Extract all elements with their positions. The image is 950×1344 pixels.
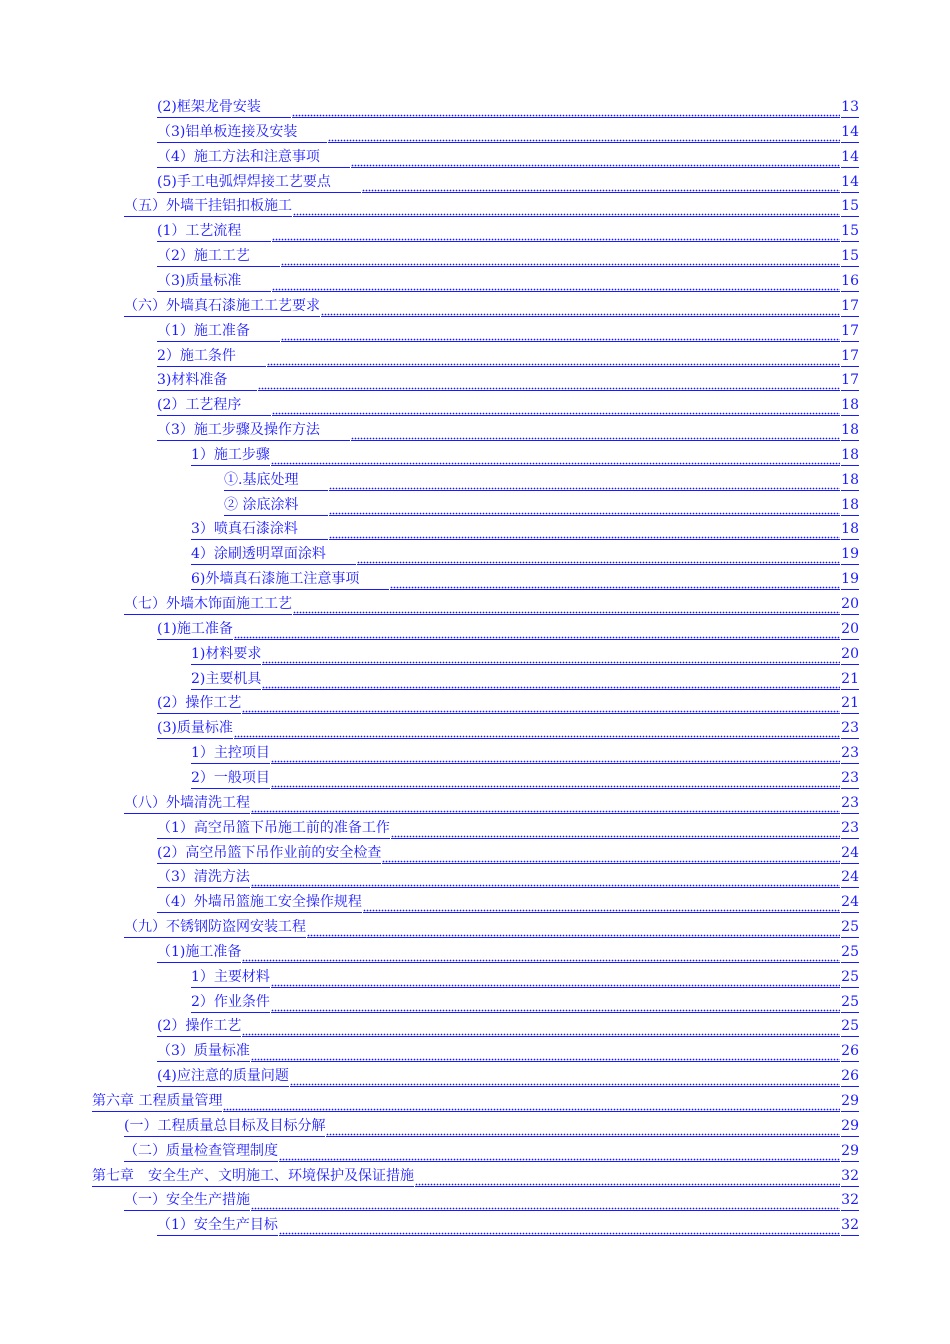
toc-entry-tab-gap	[261, 93, 291, 118]
toc-entry-label: (4)应注意的质量问题	[157, 1067, 289, 1087]
toc-entry[interactable]	[191, 541, 859, 565]
toc-page-number: 25	[841, 993, 859, 1013]
toc-dot-leader	[271, 459, 840, 466]
toc-entry-label: （1）安全生产目标	[157, 1216, 278, 1236]
toc-page-number: 19	[841, 570, 859, 590]
toc-dot-leader	[272, 235, 840, 242]
toc-entry[interactable]	[191, 566, 859, 590]
toc-entry-label: (3)质量标准	[157, 719, 233, 739]
toc-entry-label: (2）操作工艺	[157, 694, 241, 714]
toc-entry-label: 1）施工步骤	[191, 446, 270, 466]
toc-page-number: 29	[841, 1092, 859, 1112]
toc-entry[interactable]	[191, 765, 859, 789]
toc-page-number: 32	[841, 1191, 859, 1211]
toc-entry[interactable]	[224, 467, 859, 491]
toc-dot-leader	[329, 484, 840, 491]
toc-entry-label: （2）施工工艺	[157, 247, 250, 267]
toc-dot-leader	[272, 409, 840, 416]
toc-dot-leader	[279, 1155, 840, 1162]
toc-entry-tab-gap	[298, 491, 328, 516]
toc-dot-leader	[351, 434, 840, 441]
toc-entry[interactable]	[191, 989, 859, 1013]
toc-entry-label: (一）工程质量总目标及目标分解	[124, 1117, 325, 1137]
toc-entry[interactable]	[224, 492, 859, 516]
toc-dot-leader	[281, 260, 840, 267]
toc-page-number: 32	[841, 1167, 859, 1187]
toc-entry[interactable]	[191, 442, 859, 466]
toc-entry-tab-gap	[297, 118, 327, 143]
toc-entry-tab-gap	[250, 242, 280, 267]
toc-entry-label: （1）施工准备	[157, 322, 250, 342]
toc-dot-leader	[329, 533, 840, 540]
toc-entry-label: （九）不锈钢防盗网安装工程	[124, 918, 306, 938]
toc-dot-leader	[251, 1055, 840, 1062]
toc-entry[interactable]	[157, 94, 859, 118]
toc-page-number: 23	[841, 819, 859, 839]
toc-entry[interactable]	[124, 1187, 859, 1211]
toc-page-number: 18	[841, 446, 859, 466]
toc-dot-leader	[251, 1204, 840, 1211]
toc-page-number: 20	[841, 595, 859, 615]
toc-entry-label: （4）外墙吊篮施工安全操作规程	[157, 893, 362, 913]
toc-entry-label: 2）施工条件	[157, 347, 236, 367]
toc-page-number: 15	[841, 222, 859, 242]
toc-entry-label: 2）一般项目	[191, 769, 270, 789]
toc-page-number: 15	[841, 197, 859, 217]
toc-entry-label: 1)材料要求	[191, 645, 261, 665]
toc-entry[interactable]	[191, 516, 859, 540]
toc-entry-label: (2）工艺程序	[157, 396, 241, 416]
toc-page-number: 18	[841, 496, 859, 516]
toc-dot-leader	[271, 782, 840, 789]
toc-entry-tab-gap	[227, 366, 257, 391]
toc-dot-leader	[357, 558, 840, 565]
toc-entry-label: (2）高空吊篮下吊作业前的安全检查	[157, 844, 381, 864]
toc-dot-leader	[242, 956, 840, 963]
toc-entry-tab-gap	[359, 565, 389, 590]
toc-dot-leader	[328, 136, 840, 143]
toc-entry[interactable]	[157, 1013, 859, 1037]
toc-entry-label: （3)铝单板连接及安装	[157, 123, 297, 143]
toc-entry[interactable]	[124, 293, 859, 317]
toc-entry-label: （1)施工准备	[157, 943, 241, 963]
toc-dot-leader	[307, 931, 840, 938]
toc-dot-leader	[223, 1105, 840, 1112]
toc-dot-leader	[262, 658, 840, 665]
toc-entry-tab-gap	[331, 168, 361, 193]
toc-page-number: 16	[841, 272, 859, 292]
toc-page-number: 21	[841, 670, 859, 690]
toc-dot-leader	[363, 906, 840, 913]
toc-entry[interactable]	[157, 318, 859, 342]
toc-page-number: 20	[841, 645, 859, 665]
toc-entry-tab-gap	[298, 466, 328, 491]
toc-entry[interactable]	[157, 1212, 859, 1236]
toc-entry-tab-gap	[250, 317, 280, 342]
toc-page-number: 19	[841, 545, 859, 565]
toc-entry[interactable]	[157, 218, 859, 242]
toc-entry-label: （4）施工方法和注意事项	[157, 148, 320, 168]
toc-page-number: 24	[841, 844, 859, 864]
toc-entry-label: ①.基底处理	[224, 471, 298, 491]
toc-entry-label: 1）主控项目	[191, 744, 270, 764]
toc-entry[interactable]	[157, 690, 859, 714]
toc-entry-tab-gap	[241, 217, 271, 242]
toc-page-number: 21	[841, 694, 859, 714]
toc-dot-leader	[267, 360, 840, 367]
toc-entry-label: 4）涂刷透明罩面涂料	[191, 545, 326, 565]
toc-dot-leader	[321, 310, 840, 317]
toc-entry-tab-gap	[320, 416, 350, 441]
toc-dot-leader	[293, 210, 840, 217]
toc-dot-leader	[271, 1006, 840, 1013]
toc-entry[interactable]	[92, 1163, 859, 1187]
toc-dot-leader	[234, 633, 840, 640]
toc-entry-label: 3)材料准备	[157, 371, 227, 391]
toc-entry-label: 第七章 安全生产、文明施工、环境保护及保证措施	[92, 1167, 414, 1187]
toc-entry-label: 2)主要机具	[191, 670, 261, 690]
toc-entry[interactable]	[191, 666, 859, 690]
toc-entry-label: 第六章 工程质量管理	[92, 1092, 222, 1112]
toc-entry-label: 3）喷真石漆涂料	[191, 520, 298, 540]
toc-page-number: 14	[841, 148, 859, 168]
toc-entry-label: （1）高空吊篮下吊施工前的准备工作	[157, 819, 390, 839]
toc-entry-tab-gap	[326, 540, 356, 565]
toc-dot-leader	[242, 707, 840, 714]
toc-page-number: 18	[841, 520, 859, 540]
toc-page-number: 20	[841, 620, 859, 640]
toc-page-number: 26	[841, 1042, 859, 1062]
toc-dot-leader	[351, 161, 840, 168]
toc-entry[interactable]	[191, 964, 859, 988]
toc-entry-label: （3）清洗方法	[157, 868, 250, 888]
toc-entry[interactable]	[157, 1038, 859, 1062]
toc-page-number: 13	[841, 98, 859, 118]
toc-page-number: 29	[841, 1117, 859, 1137]
toc-entry[interactable]	[157, 119, 859, 143]
toc-page-number: 17	[841, 347, 859, 367]
toc-dot-leader	[281, 335, 840, 342]
toc-entry[interactable]	[157, 343, 859, 367]
toc-entry-label: （八）外墙清洗工程	[124, 794, 250, 814]
toc-entry-tab-gap	[236, 342, 266, 367]
toc-dot-leader	[234, 732, 840, 739]
toc-page-number: 14	[841, 123, 859, 143]
toc-entry[interactable]	[124, 1138, 859, 1162]
toc-page-number: 25	[841, 918, 859, 938]
toc-entry[interactable]	[157, 815, 859, 839]
toc-entry[interactable]	[157, 144, 859, 168]
toc-dot-leader	[262, 683, 840, 690]
toc-entry-label: ② 涂底涂料	[224, 496, 298, 516]
toc-entry[interactable]	[157, 243, 859, 267]
toc-page-number: 14	[841, 173, 859, 193]
toc-dot-leader	[415, 1180, 840, 1187]
toc-page-number: 17	[841, 371, 859, 391]
toc-dot-leader	[251, 881, 840, 888]
toc-entry-label: （五）外墙干挂铝扣板施工	[124, 197, 292, 217]
toc-entry-label: 2）作业条件	[191, 993, 270, 1013]
toc-page-number: 23	[841, 794, 859, 814]
toc-entry[interactable]	[92, 1088, 859, 1112]
toc-entry[interactable]	[157, 715, 859, 739]
toc-dot-leader	[251, 807, 840, 814]
toc-entry[interactable]	[157, 392, 859, 416]
toc-page-number: 25	[841, 943, 859, 963]
toc-entry-tab-gap	[320, 143, 350, 168]
toc-entry-label: (1）工艺流程	[157, 222, 241, 242]
toc-dot-leader	[258, 384, 840, 391]
toc-entry-label: 1）主要材料	[191, 968, 270, 988]
toc-dot-leader	[329, 509, 840, 516]
toc-entry-label: （一）安全生产措施	[124, 1191, 250, 1211]
toc-entry[interactable]	[157, 268, 859, 292]
toc-entry[interactable]	[157, 367, 859, 391]
toc-page-number: 23	[841, 744, 859, 764]
toc-dot-leader	[242, 1030, 840, 1037]
toc-page-number: 25	[841, 968, 859, 988]
toc-entry[interactable]	[191, 641, 859, 665]
toc-entry-label: （3）质量标准	[157, 1042, 250, 1062]
toc-entry[interactable]	[124, 790, 859, 814]
toc-page-number: 18	[841, 421, 859, 441]
toc-entry-tab-gap	[241, 267, 271, 292]
toc-entry[interactable]	[157, 1063, 859, 1087]
toc-entry-label: （3)质量标准	[157, 272, 241, 292]
toc-page-number: 18	[841, 396, 859, 416]
toc-entry[interactable]	[191, 740, 859, 764]
toc-entry-label: （二）质量检查管理制度	[124, 1142, 278, 1162]
toc-entry[interactable]	[124, 1113, 859, 1137]
toc-entry[interactable]	[124, 914, 859, 938]
toc-entry[interactable]	[157, 939, 859, 963]
toc-dot-leader	[382, 857, 840, 864]
toc-entry-label: 6)外墙真石漆施工注意事项	[191, 570, 359, 590]
toc-entry-label: (2）操作工艺	[157, 1017, 241, 1037]
toc-dot-leader	[271, 981, 840, 988]
toc-entry[interactable]	[157, 864, 859, 888]
toc-entry-label: (2)框架龙骨安装	[157, 98, 261, 118]
toc-dot-leader	[390, 583, 840, 590]
toc-page-number: 17	[841, 322, 859, 342]
toc-page-number: 24	[841, 868, 859, 888]
toc-page-number: 23	[841, 719, 859, 739]
toc-entry-tab-gap	[298, 515, 328, 540]
toc-dot-leader	[391, 832, 840, 839]
toc-page-number: 18	[841, 471, 859, 491]
toc-entry-label: （七）外墙木饰面施工工艺	[124, 595, 292, 615]
toc-entry-label: (1)施工准备	[157, 620, 233, 640]
toc-entry[interactable]	[124, 591, 859, 615]
toc-page-number: 25	[841, 1017, 859, 1037]
toc-dot-leader	[362, 186, 840, 193]
toc-entry[interactable]	[157, 616, 859, 640]
toc-entry[interactable]	[124, 193, 859, 217]
toc-dot-leader	[272, 285, 840, 292]
toc-entry[interactable]	[157, 889, 859, 913]
toc-page-number: 24	[841, 893, 859, 913]
toc-entry[interactable]	[157, 840, 859, 864]
toc-page-number: 15	[841, 247, 859, 267]
toc-page-number: 26	[841, 1067, 859, 1087]
toc-dot-leader	[326, 1130, 840, 1137]
toc-dot-leader	[292, 111, 840, 118]
toc-dot-leader	[271, 757, 840, 764]
toc-dot-leader	[293, 608, 840, 615]
toc-entry-label: （3）施工步骤及操作方法	[157, 421, 320, 441]
toc-entry[interactable]	[157, 169, 859, 193]
toc-entry[interactable]	[157, 417, 859, 441]
toc-dot-leader	[290, 1080, 840, 1087]
toc-dot-leader	[279, 1229, 840, 1236]
toc-page-number: 17	[841, 297, 859, 317]
toc-entry-tab-gap	[241, 391, 271, 416]
toc-entry-label: (5)手工电弧焊焊接工艺要点	[157, 173, 331, 193]
toc-page-number: 23	[841, 769, 859, 789]
toc-entry-label: （六）外墙真石漆施工工艺要求	[124, 297, 320, 317]
toc-page-number: 32	[841, 1216, 859, 1236]
toc-page-number: 29	[841, 1142, 859, 1162]
